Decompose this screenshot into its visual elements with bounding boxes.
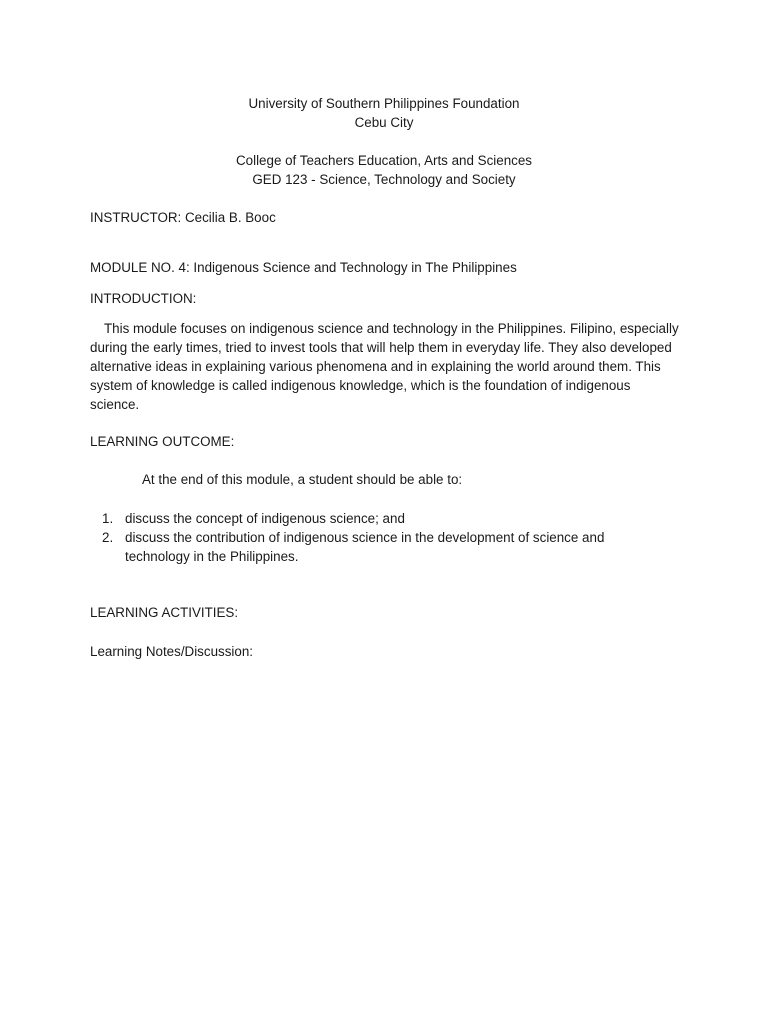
introduction-heading: INTRODUCTION: [90, 291, 197, 306]
list-text: discuss the concept of indigenous science; and [125, 511, 405, 526]
list-text: discuss the contribution of indigenous science in the development of science and technology in the Philippines. [125, 530, 605, 564]
learning-activities-heading: LEARNING ACTIVITIES: [90, 605, 239, 620]
list-number: 1. [102, 511, 114, 526]
college-name: College of Teachers Education, Arts and Sciences [235, 153, 532, 168]
module-title: MODULE NO. 4: Indigenous Science and Technology in The Philippines [90, 260, 517, 275]
instructor-line: INSTRUCTOR: Cecilia B. Booc [90, 210, 276, 225]
course-title: GED 123 - Science, Technology and Society [252, 172, 516, 187]
introduction-paragraph [90, 319, 680, 414]
university-name: University of Southern Philippines Foundation [248, 96, 520, 111]
learning-outcome-heading: LEARNING OUTCOME: [90, 434, 235, 449]
learning-notes-heading: Learning Notes/Discussion: [90, 644, 254, 659]
list-number: 2. [102, 530, 114, 545]
introduction-text: This module focuses on indigenous science and technology in the Philippines. Filipino, especially during the early times, tried to invest tools that will help them in everyday life. They also developed alternative ideas in explaining various phenomena and in explaining the world around them. This system of knowledge is called indigenous knowledge, which is the foundation of indigenous science. [90, 321, 679, 412]
learning-outcome-lead: At the end of this module, a student should be able to: [142, 472, 463, 487]
city-name: Cebu City [354, 115, 414, 130]
